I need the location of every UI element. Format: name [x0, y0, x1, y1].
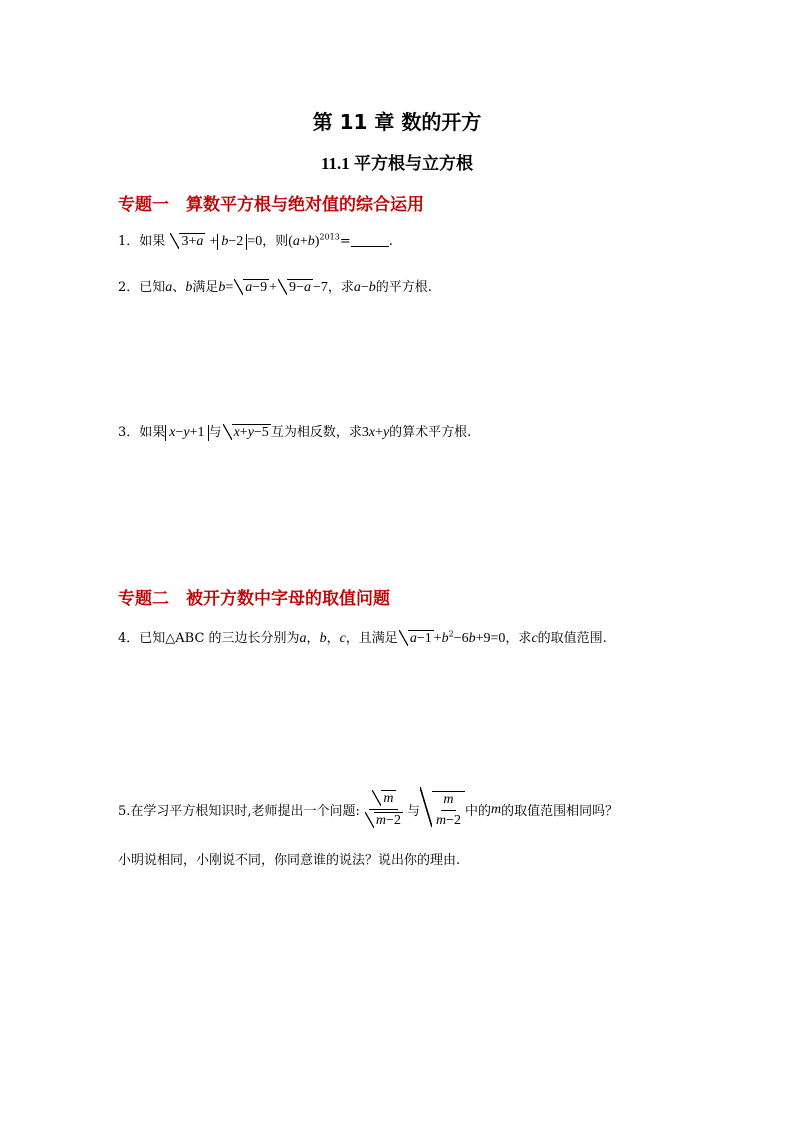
question-3: 3．如果 x−y+1 与 x+y−5 互为相反数，求3x+y的算术平方根.: [118, 425, 472, 440]
topic-two-heading: 专题二 被开方数中字母的取值问题: [118, 589, 390, 609]
chapter-title: 第 11 章 数的开方: [312, 110, 482, 134]
question-5: 5.在学习平方根知识时,老师提出一个问题: $\frac{m}{m-2}$ 与 $\frac{m}{m-2}$ 中的 m 的取值范围相同吗？: [118, 791, 619, 828]
topic-one-heading: 专题一 算数平方根与绝对值的综合运用: [118, 195, 424, 215]
question-4: 4．已知△ABC 的三边长分别为a，b，c，且满足 $a-1 +b^2-6b+9=0$，求c的取值范围.: [118, 629, 607, 646]
question-2: 2．已知a、b满足b= a−9 + 9−a −7，求a−b的平方根.: [118, 280, 432, 295]
section-title: 11.1 平方根与立方根: [320, 154, 474, 173]
sqrt-of-fraction: $\frac{m}{m-2}$: [420, 791, 465, 829]
answer-blank[interactable]: [351, 246, 389, 247]
question-5-line-2: 小明说相同，小刚说不同，你同意谁的说法？说出你的理由.: [118, 853, 461, 868]
question-1: 1．如果 3+a + b−2 =0，则$(a+b)^{2013}=$ .: [118, 232, 393, 249]
fraction-sqrt-m-over-sqrt-m-minus-2: $\frac{m}{m-2}$: [362, 790, 405, 829]
